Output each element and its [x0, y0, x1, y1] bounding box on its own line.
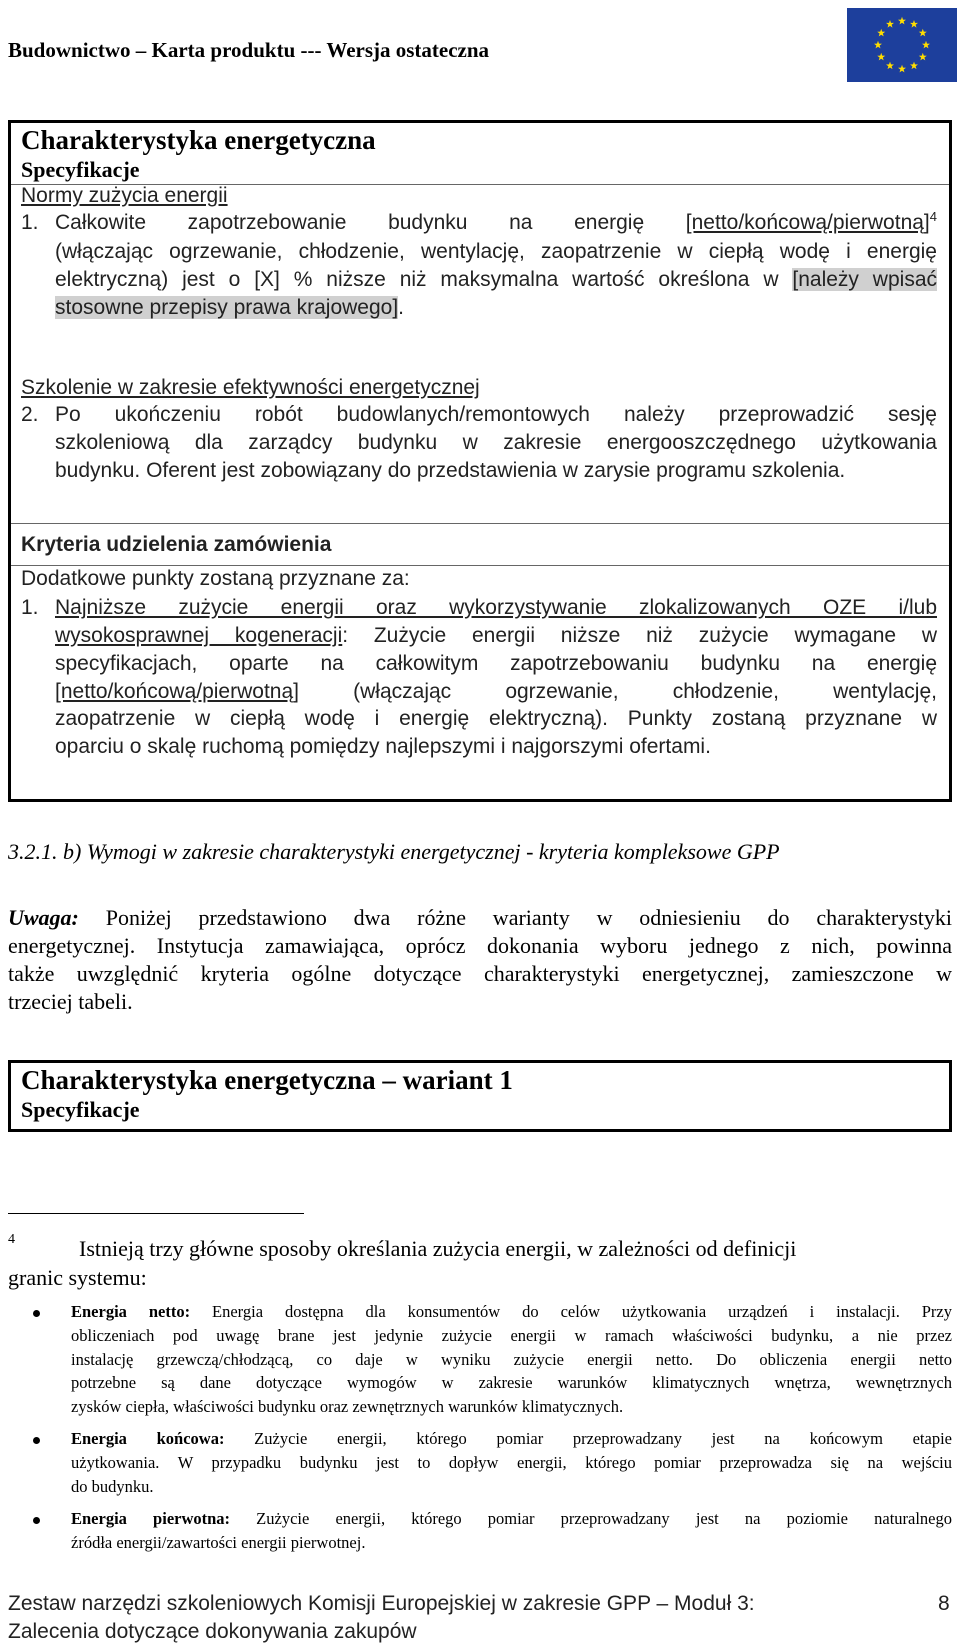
item2-line2: szkoleniową dla zarządcy budynku w zakresie energooszczędnego użytkowania: [55, 431, 937, 454]
bullet-icon: [33, 1517, 40, 1524]
list-number: 1.: [21, 211, 39, 234]
section-label-energy-norms: Normy zużycia energii: [21, 184, 228, 207]
eu-flag-icon: [847, 8, 957, 82]
box-title: Charakterystyka energetyczna: [21, 125, 376, 155]
energy-performance-variant1-box: [8, 1060, 952, 1132]
bullet-icon: [33, 1310, 40, 1317]
separator: [11, 523, 949, 524]
item1-line2: (włączając ogrzewanie, chłodzenie, wentylację, zaopatrzenie w ciepłą wodę i energię: [55, 240, 937, 263]
item1-line3: elektryczną) jest o [X] % niższe niż maksymalna wartość określona w [należy wpisać: [55, 268, 937, 291]
footnote-intro-line2: granic systemu:: [8, 1265, 147, 1290]
footnote-bullet3-line2: źródła energii/zawartości energii pierwotnej.: [71, 1533, 366, 1552]
footnote-bullet2-line3: do budynku.: [71, 1477, 154, 1496]
footnote-bullet1-line1: Energia netto: Energia dostępna dla konsumentów do celów użytkowania urządzeń i instalacji. Przy: [71, 1302, 953, 1321]
section-label-training: Szkolenie w zakresie efektywności energetycznej: [21, 376, 480, 399]
item3-line6: oparciu o skalę ruchomą pomiędzy najlepszymi i najgorszymi ofertami.: [55, 735, 711, 758]
footnote-bullet2-line2: użytkowania. W przypadku budynku jest to dopływ energii, którego pomiar przeprowadza się na wejściu: [71, 1453, 952, 1472]
item3-line2: wysokosprawnej kogeneracji: Zużycie energii niższe niż zużycie wymagane w: [55, 624, 937, 647]
energy-performance-box: [8, 120, 952, 802]
footnote-bullet1-line3: instalację grzewczą/chłodzącą, co daje w wyniku zużycie energii netto. Do obliczenia energii netto: [71, 1350, 952, 1369]
footnote-bullet2-line1: Energia końcowa: Zużycie energii, którego pomiar przeprowadzany jest na końcowym etapie: [71, 1429, 952, 1448]
item2-line3: budynku. Oferent jest zobowiązany do przedstawienia w zarysie programu szkolenia.: [55, 459, 846, 482]
document-header-title: Budownictwo – Karta produktu --- Wersja ostateczna: [8, 38, 490, 62]
section-heading: 3.2.1. b) Wymogi w zakresie charakterystyki energetycznej - kryteria kompleksowe GPP: [8, 839, 780, 864]
footnote-intro-line1: Istnieją trzy główne sposoby określania zużycia energii, w zależności od definicji: [79, 1236, 797, 1261]
item1-line4: stosowne przepisy prawa krajowego].: [55, 296, 405, 319]
note-line1: Uwaga: Poniżej przedstawiono dwa różne warianty w odniesieniu do charakterystyki: [8, 905, 952, 930]
item3-line5: zaopatrzenie w ciepłą wodę i energię elektryczną). Punkty zostaną przyznane w: [55, 707, 937, 730]
item3-line4: [netto/końcową/pierwotną] (włączając ogrzewanie, chłodzenie, wentylację,: [55, 680, 937, 703]
box-subtitle: Specyfikacje: [21, 157, 140, 182]
award-criteria-intro: Dodatkowe punkty zostaną przyznane za:: [21, 567, 410, 590]
footnote-bullet3-line1: Energia pierwotna: Zużycie energii, którego pomiar przeprowadzany jest na poziomie naturalnego: [71, 1509, 953, 1528]
note-line2: energetycznej. Instytucja zamawiająca, oprócz dokonania wyboru jednego z nich, powinna: [8, 933, 952, 958]
item2-line1: Po ukończeniu robót budowlanych/remontowych należy przeprowadzić sesję: [55, 403, 937, 426]
bullet-icon: [33, 1437, 40, 1444]
page-number: 8: [938, 1592, 950, 1615]
item1-line1: Całkowite zapotrzebowanie budynku na energię [netto/końcową/pierwotną]$^4$: [55, 209, 937, 234]
item3-line3: specyfikacjach, oparte na całkowitym zapotrzebowaniu budynku na energię: [55, 652, 937, 675]
separator: [11, 565, 949, 566]
item3-line1: Najniższe zużycie energii oraz wykorzystywanie zlokalizowanych OZE i/lub: [55, 596, 937, 619]
list-number: 1.: [21, 596, 39, 619]
footnote-bullet1-line2: obliczeniach pod uwagę brane jest jedynie zużycie energii w ramach właściwości budynku, a nie przez: [71, 1326, 952, 1345]
footnote-rule: [8, 1213, 304, 1214]
note-line4: trzeciej tabeli.: [8, 989, 133, 1014]
note-line3: także uwzględnić kryteria ogólne dotyczące charakterystyki energetycznej, zamieszczone w: [8, 961, 952, 986]
box-title: Charakterystyka energetyczna – wariant 1: [21, 1065, 513, 1095]
box-subtitle: Specyfikacje: [21, 1097, 140, 1122]
footnote-bullet1-line5: zysków ciepła, właściwości budynku oraz zewnętrznych warunków klimatycznych.: [71, 1397, 624, 1416]
footer-line2: Zalecenia dotyczące dokonywania zakupów: [8, 1620, 417, 1643]
footer-line1: Zestaw narzędzi szkoleniowych Komisji Europejskiej w zakresie GPP – Moduł 3:: [8, 1592, 755, 1615]
list-number: 2.: [21, 403, 39, 426]
footnote-bullet1-line4: potrzebne są dane dotyczące wymogów w zakresie warunków klimatycznych wnętrza, wewnętrznych: [71, 1373, 952, 1392]
footnote-number: 4: [8, 1232, 15, 1247]
section-title-award-criteria: Kryteria udzielenia zamówienia: [21, 533, 332, 556]
